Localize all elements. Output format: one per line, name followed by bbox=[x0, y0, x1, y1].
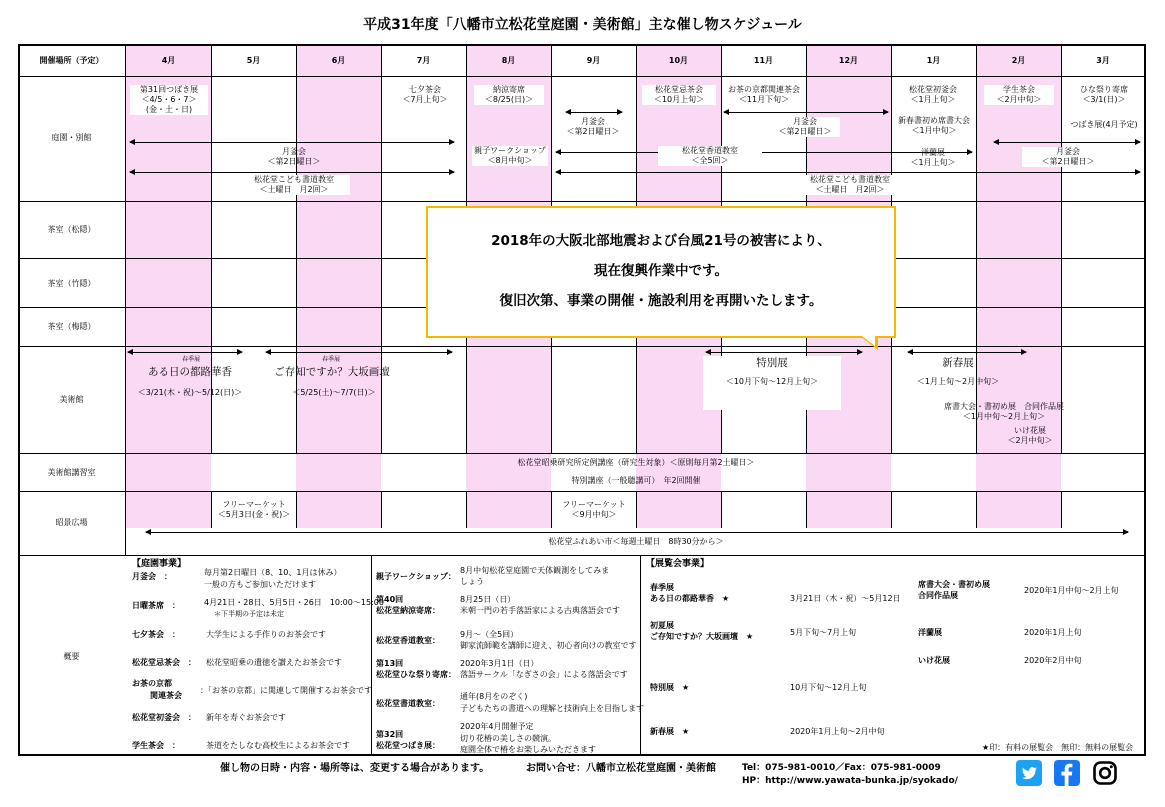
event-date: ＜7月上旬＞ bbox=[402, 95, 448, 104]
ov-label: 月釜会 ： bbox=[132, 572, 172, 581]
ov-label: 松花堂ひな祭り寄席： bbox=[376, 670, 456, 679]
range-arrow bbox=[908, 352, 1026, 353]
notice-callout bbox=[426, 206, 896, 338]
event-date: ＜4/5・6・7＞ bbox=[141, 95, 197, 104]
exhibit-date: ＜1月上旬～2月中旬＞ bbox=[916, 377, 1000, 386]
event-tsubaki bbox=[130, 85, 208, 115]
ov-desc: 御家流師範を講師に迎え、初心者向けの教室です bbox=[460, 641, 637, 650]
footer-note: 催し物の日時・内容・場所等は、変更する場合があります。 bbox=[220, 763, 490, 774]
venue-lecture-room: 美術館講習室 bbox=[47, 468, 96, 477]
event-title: 松花堂こども書道教室 bbox=[810, 175, 890, 184]
col-divider bbox=[976, 45, 977, 453]
range-arrow bbox=[556, 172, 1140, 173]
exhibit-date: ＜2月中旬＞ bbox=[1007, 436, 1053, 445]
month-header: 7月 bbox=[416, 56, 431, 65]
ov-desc: ：「お茶の京都」に関連して開催するお茶会です bbox=[200, 686, 372, 695]
exhibit-date: ＜1月中旬～2月上旬＞ bbox=[962, 412, 1046, 421]
col-divider bbox=[721, 491, 722, 528]
event-shodo-2 bbox=[796, 175, 904, 195]
month-header: 1月 bbox=[926, 56, 941, 65]
event-title: 月釜会 bbox=[1056, 147, 1080, 156]
col-divider bbox=[1061, 45, 1062, 453]
event-yoran bbox=[895, 148, 971, 168]
ov-desc: 3月21日（木・祝）～5月12日 bbox=[790, 594, 901, 603]
overview-exhibit-heading: 【展覧会事業】 bbox=[646, 559, 710, 569]
ov-desc: 10月下旬～12月上旬 bbox=[790, 683, 867, 692]
event-hatsugama bbox=[895, 85, 971, 105]
exhibit-title: 席書大会・書初め展 合同作品展 bbox=[944, 402, 1064, 411]
ov-desc: 毎月第2日曜日（8、10、1月は休み） bbox=[204, 568, 342, 577]
event-kamagake-feb bbox=[1022, 147, 1114, 167]
ov-desc: 2020年1月上旬～2月中旬 bbox=[790, 727, 885, 736]
event-workshop bbox=[472, 146, 548, 166]
ov-label: 第40回 bbox=[376, 595, 404, 604]
month-header: 12月 bbox=[838, 56, 859, 65]
event-kamagake bbox=[256, 147, 332, 167]
venue-tea-baiin: 茶室（梅隠） bbox=[47, 322, 96, 331]
ov-desc: 大学生による手作りのお茶会です bbox=[206, 630, 326, 639]
ov-desc: 5月下旬～7月上旬 bbox=[790, 628, 857, 637]
venue-header: 開催場所（予定） bbox=[39, 56, 104, 65]
ov-desc: 2020年1月中旬～2月上旬 bbox=[1024, 586, 1119, 595]
notice-line: 2018年の大阪北部地震および台風21号の被害により、 bbox=[491, 233, 831, 249]
lecture-regular: 松花堂昭乗研究所定例講座（研究生対象）＜原則毎月第2土曜日＞ bbox=[517, 458, 755, 467]
ov-label: ある日の都路華香 ★ bbox=[650, 594, 730, 603]
event-title: 松花堂香道教室 bbox=[682, 146, 738, 155]
event-hina-yose bbox=[1065, 85, 1143, 105]
event-title: 新春書初め席書大会 bbox=[898, 116, 970, 125]
ov-label: 新春展 ★ bbox=[650, 727, 690, 736]
range-arrow bbox=[566, 112, 622, 113]
event-noryo-yose bbox=[474, 85, 544, 105]
ov-label: 洋蘭展 bbox=[918, 628, 942, 637]
ov-label: 席書大会・書初め展 bbox=[918, 580, 990, 589]
ov-desc: 4月21日・28日、5月5日・26日 10:00～15:00 bbox=[204, 598, 384, 607]
facebook-icon[interactable] bbox=[1054, 760, 1080, 786]
ov-desc: しょう bbox=[460, 577, 484, 586]
event-date: ＜第2日曜日＞ bbox=[267, 157, 321, 166]
event-title: 親子ワークショップ bbox=[474, 146, 546, 155]
notice-line: 現在復興作業中です。 bbox=[594, 263, 728, 279]
ov-desc: 8月25日（日） bbox=[460, 595, 516, 604]
ov-label: 第13回 bbox=[376, 659, 404, 668]
event-days: (金・土・日) bbox=[145, 105, 193, 114]
range-arrow bbox=[556, 152, 972, 153]
col-divider bbox=[381, 491, 382, 528]
month-header: 11月 bbox=[753, 56, 774, 65]
month-header: 5月 bbox=[246, 56, 261, 65]
venue-overview: 概要 bbox=[63, 652, 80, 661]
exhibit-date: ＜3/21(木・祝)～5/12(日)＞ bbox=[137, 388, 243, 397]
ov-desc: 茶道をたしなむ高校生によるお茶会です bbox=[206, 741, 350, 750]
callout-tail-inner bbox=[862, 336, 875, 346]
ov-label: 合同作品展 bbox=[918, 591, 958, 600]
ov-desc: 8月中旬松花堂庭園で天体観測をしてみま bbox=[460, 566, 610, 575]
event-gakusei-chakai bbox=[984, 85, 1054, 105]
row-divider bbox=[18, 453, 1146, 454]
event-kakizome bbox=[893, 116, 975, 136]
exhibit-tag: 春季展 bbox=[181, 356, 200, 363]
event-title: 洋蘭展 bbox=[921, 148, 945, 157]
event-date: ＜11月下旬＞ bbox=[738, 95, 790, 104]
exhibit-date: ＜5/25(土)～7/7(日)＞ bbox=[292, 388, 376, 397]
event-date: ＜全5回＞ bbox=[691, 156, 729, 165]
event-date: ＜8月中旬＞ bbox=[487, 156, 533, 165]
venue-garden: 庭園・別館 bbox=[51, 133, 92, 142]
month-header: 3月 bbox=[1096, 56, 1110, 65]
ov-label: 学生茶会 ： bbox=[132, 741, 180, 750]
event-date: ＜2月中旬＞ bbox=[996, 95, 1042, 104]
venue-museum: 美術館 bbox=[59, 395, 84, 404]
col-divider bbox=[371, 556, 372, 756]
ov-desc: 子どもたちの書道への理解と技術向上を目指します bbox=[460, 704, 644, 713]
month-header: 4月 bbox=[161, 56, 176, 65]
event-date: ＜土曜日 月2回＞ bbox=[259, 185, 329, 194]
overview-garden-heading: 【庭園事業】 bbox=[132, 559, 187, 569]
month-header: 9月 bbox=[586, 56, 601, 65]
event-shokado-chakai bbox=[642, 85, 716, 105]
event-title: ひな祭り寄席 bbox=[1080, 85, 1128, 94]
col-divider bbox=[640, 556, 641, 756]
ov-desc: 切り花椿の美しさの競演。 bbox=[460, 734, 556, 743]
col-divider bbox=[466, 491, 467, 528]
col-divider bbox=[891, 491, 892, 528]
venue-tea-shoin: 茶室（松隠） bbox=[47, 225, 96, 234]
ov-desc: 米朝一門の若手落語家による古典落語会です bbox=[460, 606, 620, 615]
footer-contact: お問い合せ：八幡市立松花堂庭園・美術館 bbox=[526, 763, 716, 774]
row-divider bbox=[18, 555, 1146, 556]
ov-label: 初夏展 bbox=[650, 621, 674, 630]
ov-desc: 2020年2月中旬 bbox=[1024, 656, 1082, 665]
event-title: 第31回つばき展 bbox=[139, 85, 199, 94]
ov-desc: 庭園全体で椿をお楽しみいただきます bbox=[460, 745, 596, 754]
legend-note: ★印：有料の展覧会 無印：無料の展覧会 bbox=[982, 743, 1134, 752]
ov-label: 春季展 bbox=[650, 583, 674, 592]
ov-label: ご存知ですか？大坂画壇 ★ bbox=[650, 632, 754, 641]
ov-label: 特別展 ★ bbox=[650, 683, 690, 692]
event-kamagake-nov bbox=[770, 117, 840, 137]
twitter-icon[interactable] bbox=[1016, 760, 1042, 786]
ov-label: 松花堂香道教室： bbox=[376, 636, 440, 645]
event-title: お茶の京都関連茶会 bbox=[728, 85, 800, 94]
event-title: 月釜会 bbox=[282, 147, 306, 156]
exhibit-date: ＜10月下旬～12月上旬＞ bbox=[725, 377, 819, 386]
event-date: ＜9月中旬＞ bbox=[571, 510, 617, 519]
exhibit-title: ご存知ですか？大坂画壇 bbox=[274, 366, 390, 378]
ov-desc: 2020年3月1日（日） bbox=[460, 659, 539, 668]
event-title: フリーマーケット bbox=[222, 500, 286, 509]
instagram-icon[interactable] bbox=[1092, 760, 1118, 786]
ov-label: 松花堂つばき展： bbox=[376, 741, 440, 750]
event-kodo bbox=[658, 146, 762, 166]
month-header: 10月 bbox=[668, 56, 689, 65]
col-divider bbox=[551, 491, 552, 528]
event-title: 納涼寄席 bbox=[493, 85, 525, 94]
event-title: 松花堂こども書道教室 bbox=[254, 175, 334, 184]
lecture-special: 特別講座（一般聴講可） 年2回開催 bbox=[571, 476, 701, 485]
event-date: ＜第2日曜日＞ bbox=[778, 127, 832, 136]
ov-label: お茶の京都 bbox=[132, 679, 172, 688]
event-date: ＜10月上旬＞ bbox=[653, 95, 705, 104]
ov-desc: 9月～（全5回） bbox=[460, 630, 519, 639]
event-date: ＜1月上旬＞ bbox=[910, 158, 956, 167]
event-flea-sep bbox=[556, 500, 632, 520]
range-arrow bbox=[130, 172, 454, 173]
event-date: ＜土曜日 月2回＞ bbox=[815, 185, 885, 194]
event-title: 松花堂忌茶会 bbox=[655, 85, 703, 94]
range-arrow bbox=[706, 352, 862, 353]
event-flea-may bbox=[208, 500, 300, 520]
exhibit-ikebana bbox=[990, 426, 1070, 446]
exhibit-joint bbox=[934, 402, 1074, 422]
notice-line: 復旧次第、事業の開催・施設利用を再開いたします。 bbox=[499, 293, 823, 309]
ov-label: いけ花展 bbox=[918, 656, 950, 665]
col-divider bbox=[636, 491, 637, 528]
event-date: ＜第2日曜日＞ bbox=[1041, 157, 1095, 166]
ov-desc: ＊下半期の予定は未定 bbox=[214, 610, 284, 618]
ov-label: 日曜茶席 ： bbox=[132, 601, 180, 610]
ov-label: 第32回 bbox=[376, 730, 404, 739]
ov-desc: 2020年4月開催予定 bbox=[460, 722, 534, 731]
event-date: ＜5月3日(金・祝)＞ bbox=[217, 510, 291, 519]
event-title: 月釜会 bbox=[793, 117, 817, 126]
range-arrow bbox=[130, 142, 454, 143]
ov-desc: 通年(8月をのぞく) bbox=[460, 692, 528, 701]
event-kyoto-chakai bbox=[722, 85, 806, 105]
exhibit-title: 特別展 bbox=[756, 357, 788, 369]
col-divider bbox=[806, 491, 807, 528]
month-header: 8月 bbox=[501, 56, 516, 65]
ov-label: 松花堂納涼寄席： bbox=[376, 606, 440, 615]
event-tsubaki-next: つばき展(4月予定) bbox=[1070, 120, 1138, 129]
ov-label: 関連茶会 bbox=[150, 691, 182, 700]
range-arrow bbox=[266, 352, 452, 353]
event-title: フリーマーケット bbox=[562, 500, 626, 509]
exhibit-tag: 春季展 bbox=[321, 356, 340, 363]
event-title: 七夕茶会 bbox=[409, 85, 441, 94]
event-date: ＜1月中旬＞ bbox=[911, 126, 957, 135]
ov-desc: 松花堂昭乗の遺徳を讃えたお茶会です bbox=[206, 658, 342, 667]
venue-tea-chikuin: 茶室（竹隠） bbox=[47, 279, 96, 288]
footer-hp-link[interactable]: HP：http://www.yawata-bunka.jp/syokado/ bbox=[742, 776, 958, 786]
month-header: 6月 bbox=[331, 56, 346, 65]
event-shodo bbox=[238, 175, 350, 195]
event-title: 学生茶会 bbox=[1003, 85, 1035, 94]
exhibit-title: いけ花展 bbox=[1014, 426, 1046, 435]
month-header: 2月 bbox=[1011, 56, 1026, 65]
col-divider bbox=[976, 491, 977, 528]
event-date: ＜3/1(日)＞ bbox=[1082, 95, 1126, 104]
range-arrow bbox=[994, 142, 1140, 143]
exhibit-title: 新春展 bbox=[942, 357, 974, 369]
event-title: 月釜会 bbox=[581, 117, 605, 126]
ov-desc: 新年を寿ぐお茶会です bbox=[206, 713, 286, 722]
event-tanabata bbox=[392, 85, 458, 105]
event-kamagake-sep bbox=[560, 117, 626, 137]
venue-plaza: 昭景広場 bbox=[55, 518, 88, 527]
event-fureai-market: 松花堂ふれあい市＜毎週土曜日 8時30分から＞ bbox=[548, 537, 724, 546]
ov-label: 親子ワークショップ： bbox=[376, 572, 456, 581]
ov-label: 松花堂書道教室： bbox=[376, 699, 440, 708]
exhibit-title: ある日の都路華香 bbox=[148, 366, 232, 378]
page-title: 平成31年度「八幡市立松花堂庭園・美術館」主な催し物スケジュール bbox=[363, 17, 802, 33]
col-divider bbox=[1061, 491, 1062, 528]
ov-desc: 2020年1月上旬 bbox=[1024, 628, 1082, 637]
ov-label: 松花堂初釜会 ： bbox=[132, 713, 196, 722]
ov-label: 七夕茶会 ： bbox=[132, 630, 180, 639]
event-date: ＜1月上旬＞ bbox=[910, 95, 956, 104]
range-arrow bbox=[128, 352, 242, 353]
range-arrow bbox=[724, 112, 888, 113]
range-arrow bbox=[146, 532, 1128, 533]
event-title: 松花堂初釜会 bbox=[909, 85, 957, 94]
event-date: ＜第2日曜日＞ bbox=[566, 127, 620, 136]
ov-label: 松花堂忌茶会 ： bbox=[132, 658, 196, 667]
ov-desc: 一般の方もご参加いただけます bbox=[204, 580, 316, 589]
ov-desc: 落語サークル「なぎさの会」による落語会です bbox=[460, 670, 628, 679]
event-date: ＜8/25(日)＞ bbox=[484, 95, 534, 104]
footer-tel: Tel：075-981-0010／Fax：075-981-0009 bbox=[742, 763, 941, 773]
